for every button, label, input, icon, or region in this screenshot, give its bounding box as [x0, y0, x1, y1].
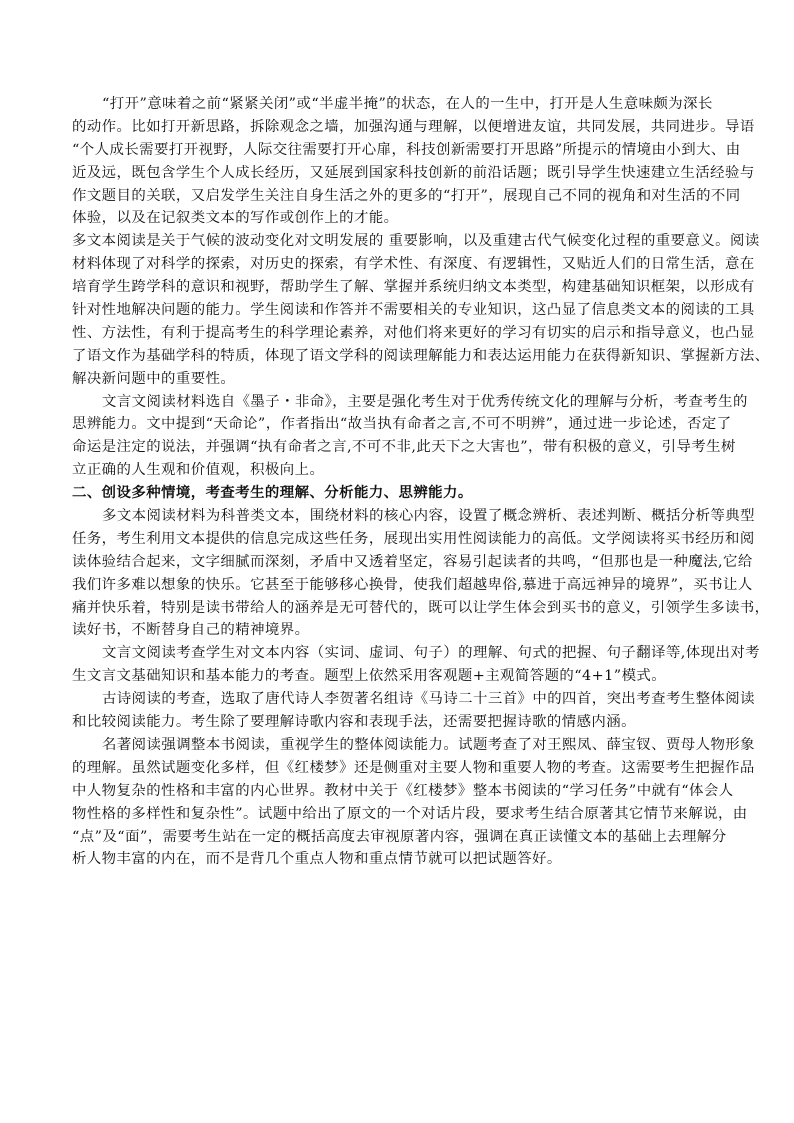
text-line: “打开”意味着之前“紧紧关闭”或“半虚半掩”的状态，在人的一生中，打开是人生意味颇为深长 — [102, 96, 713, 112]
text-line: 读体验结合起来，文字细腻而深刻，矛盾中又透着坚定，容易引起读者的共鸣，“但那也是一种魔法,它给 — [72, 553, 753, 570]
text-line: 多文本阅读是关于气候的波动变化对文明发展的 重要影响，以及重建古代气候变化过程的重要意义。阅读 — [72, 233, 760, 250]
text-line: 痛并快乐着，特别是读书带给人的涵养是无可替代的，既可以让学生体会到买书的意义，引领学生多读书， — [72, 599, 770, 616]
text-line: 多文本阅读材料为科普类文本，围绕材料的核心内容，设置了概念辨析、表述判断、概括分析等典型 — [102, 508, 755, 525]
text-line: 和比较阅读能力。考生除了要理解诗歌内容和表现手法，还需要把握诗歌的情感内涵。 — [72, 714, 636, 731]
text-line: 作文题目的关联，又启发学生关注自身生活之外的更多的“打开”，展现自己不同的视角和对生活的不同 — [72, 187, 741, 204]
text-line: 体验，以及在记叙类文本的写作或创作上的才能。 — [72, 210, 399, 227]
text-line: 材料体现了对科学的探索，对历史的探索，有学术性、有深度、有逻辑性，又贴近人们的日常生活，意在 — [72, 256, 755, 273]
text-line: 任务，考生利用文本提供的信息完成这些任务，展现出实用性阅读能力的高低。文学阅读将买书经历和阅 — [72, 530, 755, 547]
text-line: 培育学生跨学科的意识和视野，帮助学生了解、掌握并系统归纳文本类型，构建基础知识框架，以形成有 — [72, 279, 755, 296]
text-line: 针对性地解决问题的能力。学生阅读和作答并不需要相关的专业知识，这凸显了信息类文本的阅读的工具 — [72, 302, 755, 319]
text-line: 物性格的多样性和复杂性”。试题中给出了原文的一个对话片段，要求考生结合原著其它情节来解说，由 — [72, 805, 748, 822]
text-line: 我们许多难以想象的快乐。它甚至于能够移心换骨，使我们超越卑俗,慕进于高远神异的境界”，买书让人 — [72, 576, 753, 593]
text-line: 命运是注定的说法，并强调“执有命者之言,不可不非,此天下之大害也”，带有积极的意义，引导考生树 — [72, 439, 736, 456]
section-heading: 二、创设多种情境，考查考生的理解、分析能力、思辨能力。 — [72, 484, 473, 502]
text-line: 古诗阅读的考查，选取了唐代诗人李贺著名组诗《马诗二十三首》中的四首，突出考查考生整体阅读 — [102, 691, 755, 708]
text-line: 性、方法性，有利于提高考生的科学理论素养，对他们将来更好的学习有切实的启示和指导意义，也凸显 — [72, 324, 755, 341]
text-line: 思辨能力。文中提到“天命论”，作者指出“故当执有命者之言,不可不明辨”，通过进一步论述，否定了 — [72, 416, 732, 433]
text-line: “点”及“面”，需要考生站在一定的概括高度去审视原著内容，强调在真正读懂文本的基础上去理解分 — [72, 828, 727, 845]
text-line: 的动作。比如打开新思路，拆除观念之墙，加强沟通与理解，以便增进友谊，共同发展，共同进步。导语 — [72, 118, 755, 135]
text-line: 中人物复杂的性格和丰富的内心世界。教材中关于《红楼梦》整本书阅读的“学习任务”中就有“体会人 — [72, 782, 734, 799]
document-body — [72, 93, 770, 871]
text-line: “个人成长需要打开视野，人际交往需要打开心扉，科技创新需要打开思路”所提示的情境由小到大、由 — [72, 141, 741, 158]
text-line: 近及远，既包含学生个人成长经历，又延展到国家科技创新的前沿话题；既引导学生快速建立生活经验与 — [72, 164, 755, 181]
text-line: 解决新问题中的重要性。 — [72, 370, 236, 387]
text-line: 的理解。虽然试题变化多样，但《红楼梦》还是侧重对主要人物和重要人物的考查。这需要考生把握作品 — [72, 759, 755, 776]
text-line: 了语文作为基础学科的特质，体现了语文学科的阅读理解能力和表达运用能力在获得新知识、掌握新方法、 — [72, 347, 770, 364]
text-line: 生文言文基础知识和基本能力的考查。题型上依然采用客观题+主观简答题的“4+1”模式。 — [72, 668, 667, 685]
text-line: 文言文阅读材料选自《墨子・非命》，主要是强化考生对于优秀传统文化的理解与分析，考查考生的 — [102, 393, 748, 410]
text-line: 名著阅读强调整本书阅读，重视学生的整体阅读能力。试题考查了对王熙凤、薛宝钗、贾母人物形象 — [102, 736, 755, 753]
text-line: 立正确的人生观和价值观，积极向上。 — [72, 462, 325, 479]
text-line: 读好书，不断替身自己的精神境界。 — [72, 622, 310, 639]
text-line: 文言文阅读考查学生对文本内容（实词、虚词、句子）的理解、句式的把握、句子翻译等,体现出对考 — [102, 645, 761, 662]
text-line: 析人物丰富的内在，而不是背几个重点人物和重点情节就可以把试题答好。 — [72, 851, 562, 868]
